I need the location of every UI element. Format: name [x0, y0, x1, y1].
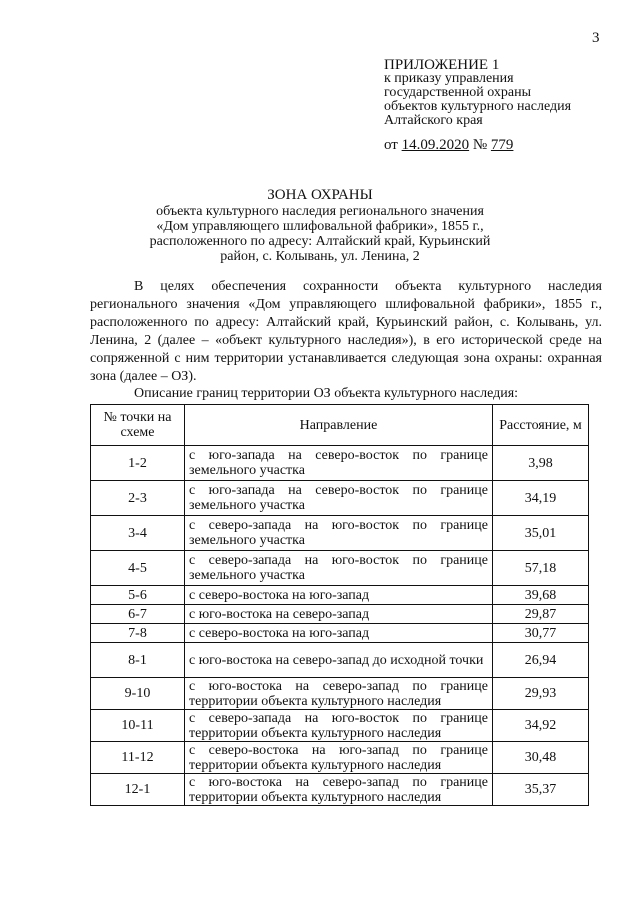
cell-point: 1-2 [91, 446, 185, 481]
cell-distance: 57,18 [493, 551, 589, 586]
zone-title-block [120, 187, 520, 264]
header-point: № точки на схеме [91, 405, 185, 446]
zone-line: объекта культурного наследия регионального значения [156, 204, 484, 219]
table-row [91, 678, 589, 710]
zone-heading: ЗОНА ОХРАНЫ [267, 187, 373, 203]
zone-line: «Дом управляющего шлифовальной фабрики», 1855 г., [156, 219, 484, 234]
cell-direction: с северо-востока на юго-запад [185, 624, 493, 643]
table-row [91, 605, 589, 624]
table-row [91, 516, 589, 551]
appendix-line: к приказу управления [384, 71, 514, 86]
page-number: 3 [592, 30, 600, 46]
table-row [91, 551, 589, 586]
cell-direction: с юго-востока на северо-запад [185, 605, 493, 624]
order-date: 14.09.2020 [401, 137, 470, 153]
table-row [91, 624, 589, 643]
table-caption: Описание границ территории ОЗ объекта культурного наследия: [134, 386, 519, 401]
cell-point: 8-1 [91, 643, 185, 678]
cell-point: 9-10 [91, 678, 185, 710]
cell-distance: 34,19 [493, 481, 589, 516]
table-row [91, 774, 589, 806]
cell-point: 4-5 [91, 551, 185, 586]
appendix-line: объектов культурного наследия [384, 99, 572, 114]
cell-point: 6-7 [91, 605, 185, 624]
zone-line: расположенного по адресу: Алтайский край, Курьинский [149, 234, 491, 249]
cell-direction: с северо-запада на юго-восток по границе земельного участка [185, 516, 493, 551]
cell-distance: 29,87 [493, 605, 589, 624]
appendix-block [384, 58, 571, 128]
table-row [91, 742, 589, 774]
cell-distance: 29,93 [493, 678, 589, 710]
table-row [91, 481, 589, 516]
cell-distance: 30,48 [493, 742, 589, 774]
order-prefix: от [384, 137, 402, 153]
cell-direction: с юго-востока на северо-запад по границе территории объекта культурного наследия [185, 774, 493, 806]
header-direction: Направление [185, 405, 493, 446]
table-row [91, 586, 589, 605]
appendix-line: Алтайского края [384, 113, 483, 128]
cell-direction: с северо-запада на юго-восток по границе земельного участка [185, 551, 493, 586]
cell-direction: с северо-запада на юго-восток по границе территории объекта культурного наследия [185, 710, 493, 742]
cell-direction: с юго-запада на северо-восток по границе земельного участка [185, 481, 493, 516]
appendix-line: государственной охраны [384, 85, 532, 100]
cell-distance: 34,92 [493, 710, 589, 742]
cell-direction: с юго-востока на северо-запад до исходной точки [185, 643, 493, 678]
cell-point: 3-4 [91, 516, 185, 551]
order-reference [384, 137, 513, 154]
boundary-table [90, 404, 589, 806]
cell-point: 11-12 [91, 742, 185, 774]
cell-distance: 35,37 [493, 774, 589, 806]
table-row [91, 446, 589, 481]
header-distance: Расстояние, м [493, 405, 589, 446]
cell-distance: 35,01 [493, 516, 589, 551]
cell-point: 12-1 [91, 774, 185, 806]
cell-direction: с северо-востока на юго-запад [185, 586, 493, 605]
appendix-title: ПРИЛОЖЕНИЕ 1 [384, 57, 500, 73]
cell-point: 10-11 [91, 710, 185, 742]
order-number-label: № [469, 137, 491, 153]
table-row [91, 643, 589, 678]
order-number: 779 [490, 137, 514, 153]
cell-distance: 30,77 [493, 624, 589, 643]
cell-point: 2-3 [91, 481, 185, 516]
cell-distance: 26,94 [493, 643, 589, 678]
table-header-row [91, 405, 589, 446]
cell-direction: с юго-востока на северо-запад по границе территории объекта культурного наследия [185, 678, 493, 710]
intro-paragraph: В целях обеспечения сохранности объекта культурного наследия регионального значения «Дом управляющего шлифовальной фабрики», 1855 г., расположенного по адресу: Алтайский край, Курьинский район, с. Колывань, ул. Ленина, 2 (далее – «объект культурного наследия»), в его исторической среде на сопряженной с ним территории устанавливается следующая зона охраны: охранная зона (далее – ОЗ). [90, 279, 602, 384]
zone-line: район, с. Колывань, ул. Ленина, 2 [220, 249, 420, 264]
cell-point: 5-6 [91, 586, 185, 605]
cell-direction: с северо-востока на юго-запад по границе территории объекта культурного наследия [185, 742, 493, 774]
cell-direction: с юго-запада на северо-восток по границе земельного участка [185, 446, 493, 481]
table-row [91, 710, 589, 742]
cell-distance: 3,98 [493, 446, 589, 481]
cell-point: 7-8 [91, 624, 185, 643]
cell-distance: 39,68 [493, 586, 589, 605]
